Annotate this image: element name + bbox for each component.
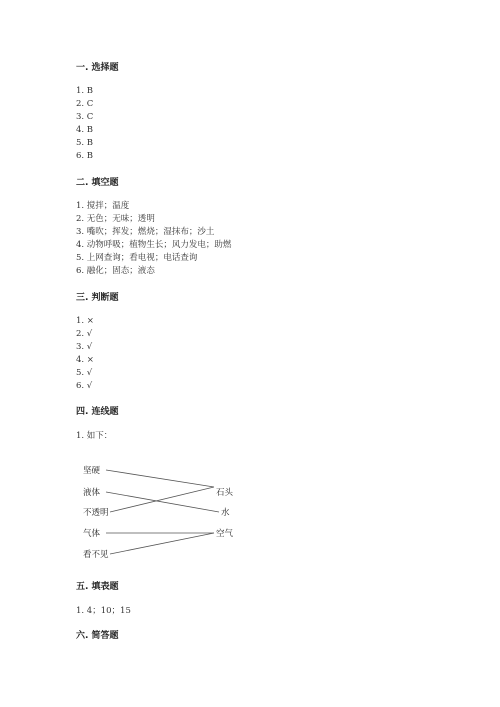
right-term-stone: 石头 (216, 488, 234, 498)
left-term-hard: 坚硬 (83, 466, 101, 476)
matching-diagram (76, 458, 256, 560)
section-heading-choice: 一. 选择题 (76, 63, 119, 73)
fill-blank-answer-4: 4. 动物呼吸；植物生长；风力发电；助燃 (76, 240, 232, 250)
match-connector-line (106, 470, 214, 487)
section-heading-fill-blank: 二. 填空题 (76, 178, 119, 188)
true-false-answer-5: 5. √ (76, 368, 93, 378)
choice-answer-4: 4. B (76, 125, 94, 135)
choice-answer-2: 2. C (76, 99, 94, 109)
choice-answer-5: 5. B (76, 138, 94, 148)
choice-answer-3: 3. C (76, 112, 94, 122)
left-term-gas: 气体 (83, 529, 101, 539)
left-term-invisible: 看不见 (83, 550, 109, 560)
table-answer-1: 1. 4；10；15 (76, 606, 131, 616)
right-term-water: 水 (221, 508, 230, 518)
section-heading-true-false: 三. 判断题 (76, 293, 119, 303)
fill-blank-answer-1: 1. 搅拌；温度 (76, 201, 130, 211)
choice-answer-6: 6. B (76, 151, 94, 161)
matching-intro: 1. 如下： (76, 431, 113, 441)
section-heading-matching: 四. 连线题 (76, 407, 119, 417)
true-false-answer-6: 6. √ (76, 381, 93, 391)
true-false-answer-1: 1. × (76, 316, 94, 326)
fill-blank-answer-3: 3. 嘴吹；挥发；燃烧；湿抹布；沙土 (76, 227, 215, 237)
fill-blank-answer-6: 6. 融化；固态；液态 (76, 266, 155, 276)
left-term-liquid: 液体 (83, 488, 101, 498)
section-heading-table: 五. 填表题 (76, 582, 119, 592)
left-term-opaque: 不透明 (83, 508, 109, 518)
true-false-answer-4: 4. × (76, 355, 94, 365)
right-term-air: 空气 (216, 529, 234, 539)
true-false-answer-3: 3. √ (76, 342, 93, 352)
section-heading-short-answer: 六. 简答题 (76, 631, 119, 641)
match-connector-line (110, 533, 214, 554)
choice-answer-1: 1. B (76, 86, 94, 96)
fill-blank-answer-5: 5. 上网查询；看电视；电话查询 (76, 253, 198, 263)
true-false-answer-2: 2. √ (76, 329, 93, 339)
fill-blank-answer-2: 2. 无色；无味；透明 (76, 214, 155, 224)
